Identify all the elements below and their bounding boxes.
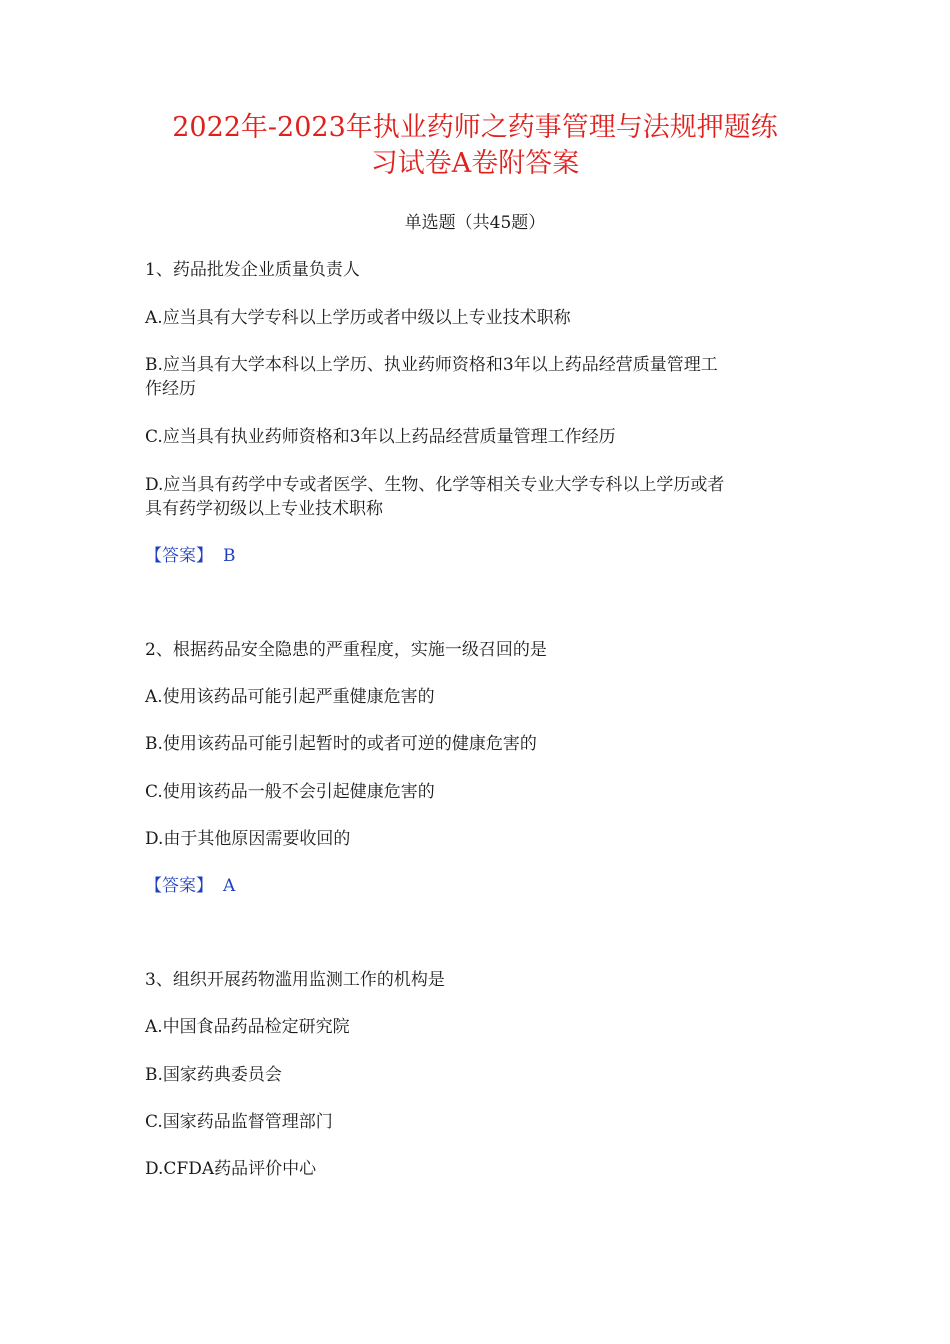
question-3-option-a: A.中国食品药品检定研究院 xyxy=(145,1017,350,1037)
question-2-option-d: D.由于其他原因需要收回的 xyxy=(145,829,351,849)
document-title-line-2: 习试卷A卷附答案 xyxy=(370,148,580,179)
question-2-option-b: B.使用该药品可能引起暂时的或者可逆的健康危害的 xyxy=(145,734,537,754)
question-2-option-c: C.使用该药品一般不会引起健康危害的 xyxy=(145,782,435,802)
answer-label: 【答案】 xyxy=(145,876,213,896)
section-heading: 单选题（共45题） xyxy=(404,213,546,233)
question-1-stem: 1、药品批发企业质量负责人 xyxy=(145,260,360,280)
answer-label: 【答案】 xyxy=(145,546,213,566)
answer-value: B xyxy=(223,546,236,566)
question-3-option-d: D.CFDA药品评价中心 xyxy=(145,1159,317,1179)
question-3-option-b: B.国家药典委员会 xyxy=(145,1065,282,1085)
question-1-option-b-cont: 作经历 xyxy=(145,379,196,399)
question-3-stem: 3、组织开展药物滥用监测工作的机构是 xyxy=(145,970,445,990)
question-1-option-c: C.应当具有执业药师资格和3年以上药品经营质量管理工作经历 xyxy=(145,427,616,447)
question-1-option-d: D.应当具有药学中专或者医学、生物、化学等相关专业大学专科以上学历或者 xyxy=(145,475,725,495)
question-1-option-b: B.应当具有大学本科以上学历、执业药师资格和3年以上药品经营质量管理工 xyxy=(145,355,718,375)
question-1-answer xyxy=(145,544,236,568)
question-2-option-a: A.使用该药品可能引起严重健康危害的 xyxy=(145,687,435,707)
document-title-line-1: 2022年-2023年执业药师之药事管理与法规押题练 xyxy=(172,112,778,143)
question-1-option-d-cont: 具有药学初级以上专业技术职称 xyxy=(145,499,383,519)
question-3-option-c: C.国家药品监督管理部门 xyxy=(145,1112,333,1132)
question-2-answer xyxy=(145,874,235,898)
question-2-stem: 2、根据药品安全隐患的严重程度，实施一级召回的是 xyxy=(145,640,547,660)
question-1-option-a: A.应当具有大学专科以上学历或者中级以上专业技术职称 xyxy=(145,308,571,328)
answer-value: A xyxy=(223,876,236,896)
